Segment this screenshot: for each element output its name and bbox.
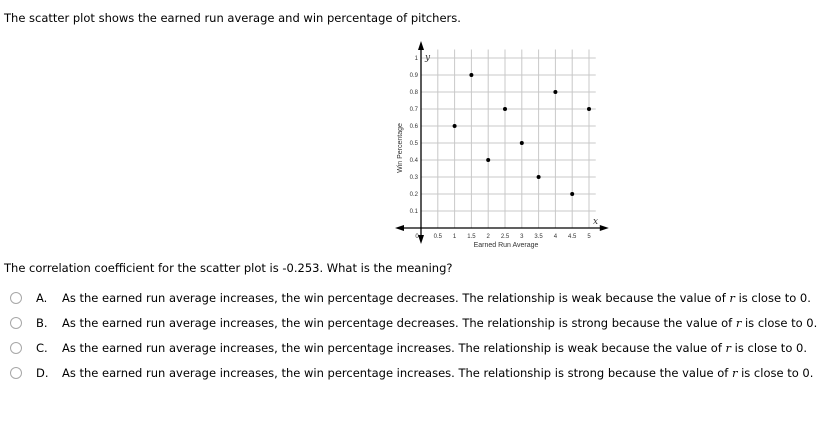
svg-text:0: 0 [415, 234, 419, 240]
svg-text:5: 5 [587, 234, 591, 240]
svg-text:0.1: 0.1 [409, 209, 418, 215]
intro-text: The scatter plot shows the earned run average and win percentage of pitchers. [4, 11, 461, 25]
chart-tick-labels [410, 56, 592, 240]
svg-text:1: 1 [414, 56, 418, 62]
choice-text: As the earned run average increases, the win percentage increases. The relationship is strong because the value of r is close to 0. [62, 365, 814, 380]
radio-button[interactable] [10, 367, 22, 379]
x-axis-label: Earned Run Average [473, 242, 539, 249]
svg-text:0.6: 0.6 [409, 124, 418, 130]
y-variable-label: y [425, 53, 431, 63]
choice-letter: B. [36, 315, 48, 330]
svg-text:2: 2 [486, 234, 490, 240]
radio-button[interactable] [10, 317, 22, 329]
choice-text: As the earned run average increases, the win percentage increases. The relationship is weak because the value of r is close to 0. [62, 340, 807, 355]
svg-text:1.5: 1.5 [467, 234, 476, 240]
svg-text:0.2: 0.2 [409, 192, 418, 198]
svg-text:0.9: 0.9 [409, 73, 418, 79]
radio-button[interactable] [10, 292, 22, 304]
x-variable-label: x [593, 217, 599, 227]
choice-b[interactable] [10, 310, 817, 335]
choice-c[interactable] [10, 335, 817, 360]
svg-text:0.7: 0.7 [409, 107, 418, 113]
svg-text:0.5: 0.5 [433, 234, 442, 240]
choice-text: As the earned run average increases, the win percentage decreases. The relationship is weak because the value of r is close to 0. [62, 290, 811, 305]
radio-button[interactable] [10, 342, 22, 354]
svg-text:0.5: 0.5 [409, 141, 418, 147]
y-axis-label: Win Percentage [397, 123, 404, 173]
svg-text:4.5: 4.5 [568, 234, 577, 240]
svg-text:0.3: 0.3 [409, 175, 418, 181]
svg-text:2.5: 2.5 [500, 234, 510, 240]
chart-grid [421, 50, 599, 229]
choice-letter: A. [36, 290, 48, 305]
svg-text:1: 1 [452, 234, 457, 240]
svg-text:4: 4 [553, 234, 558, 240]
svg-text:0.8: 0.8 [409, 90, 418, 96]
answer-choices [10, 285, 817, 385]
choice-letter: D. [36, 365, 49, 380]
svg-text:3.5: 3.5 [534, 234, 543, 240]
scatter-plot [390, 38, 620, 253]
svg-text:0.4: 0.4 [409, 158, 418, 164]
choice-text: As the earned run average increases, the win percentage decreases. The relationship is strong because the value of r is close to 0. [62, 315, 818, 330]
choice-d[interactable] [10, 360, 817, 385]
choice-letter: C. [36, 340, 48, 355]
question-text: The correlation coefficient for the scatter plot is -0.253. What is the meaning? [4, 261, 453, 275]
choice-a[interactable] [10, 285, 817, 310]
svg-text:3: 3 [520, 234, 524, 240]
